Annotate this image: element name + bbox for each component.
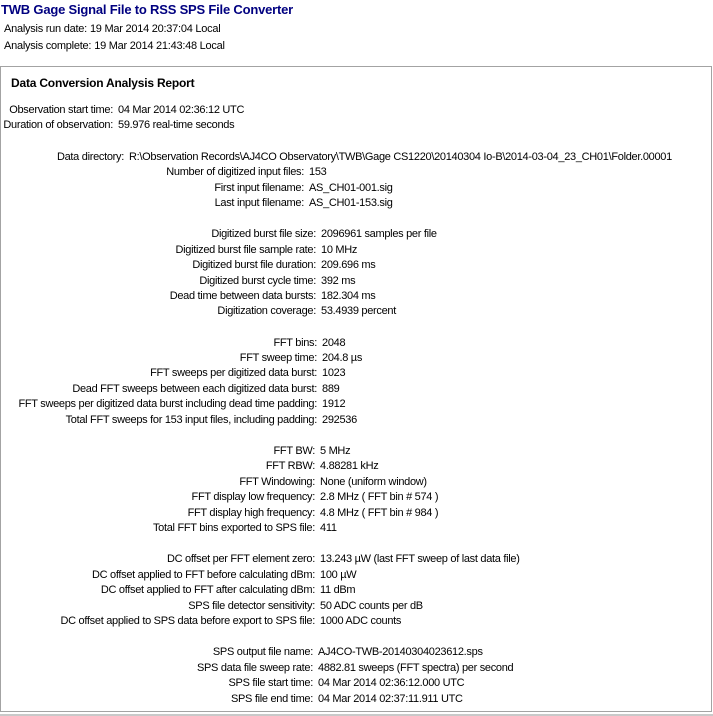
report-section-digitized-burst (1, 227, 711, 319)
report-panel (0, 66, 712, 712)
analysis-complete-label: Analysis complete: (4, 39, 92, 52)
analysis-meta (4, 21, 713, 54)
report-section-observation (1, 103, 711, 134)
row-value: 2096961 samples per file (321, 228, 437, 241)
report-row (1, 196, 711, 211)
row-label: DC offset applied to FFT after calculating dBm: (100, 584, 315, 597)
report-row (1, 490, 711, 505)
row-label: FFT sweeps per digitized data burst: (150, 367, 317, 380)
row-value: 10 MHz (321, 243, 358, 256)
report-row (1, 506, 711, 521)
report-row (1, 614, 711, 629)
row-label: SPS file start time: (228, 677, 313, 690)
row-label: Last input filename: (214, 196, 304, 209)
row-value: 153 (309, 166, 327, 179)
report-section-fft-bandwidth (1, 444, 711, 536)
row-label: Dead FFT sweeps between each digitized data burst: (72, 382, 317, 395)
report-row (1, 103, 711, 118)
report-heading: Data Conversion Analysis Report (11, 76, 195, 90)
row-value: 4.8 MHz ( FFT bin # 984 ) (320, 506, 439, 519)
row-value: R:\Observation Records\AJ4CO Observatory\TWB\Gage CS1220\20140304 Io-B\2014-03-04_23_CH01\Folder.00001 (129, 150, 672, 163)
row-label: Dead time between data bursts: (169, 289, 316, 302)
report-section-dc-offset (1, 552, 711, 629)
row-value: 04 Mar 2014 02:37:11.911 UTC (318, 692, 463, 705)
analysis-run-date-label: Analysis run date: (4, 23, 87, 35)
row-label: FFT sweep time: (239, 352, 317, 365)
report-row (1, 444, 711, 459)
row-value: None (uniform window) (320, 475, 427, 488)
report-row (1, 181, 711, 196)
row-value: 204.8 µs (322, 352, 363, 365)
row-label: Digitized burst file size: (211, 228, 316, 241)
row-value: 2048 (322, 336, 346, 349)
row-value: 53.4939 percent (321, 305, 397, 318)
report-row (1, 599, 711, 614)
row-label: SPS output file name: (212, 646, 313, 659)
report-section-sps-output (1, 645, 711, 707)
report-sections (1, 103, 711, 707)
report-row (1, 676, 711, 691)
report-row (1, 150, 711, 165)
row-label: Data directory: (56, 150, 124, 163)
analysis-complete-line (4, 38, 713, 55)
page-title: TWB Gage Signal File to RSS SPS File Converter (1, 2, 294, 17)
row-label: Digitized burst cycle time: (199, 274, 316, 287)
report-row (1, 274, 711, 289)
row-value: 5 MHz (320, 445, 351, 458)
row-label: DC offset applied to FFT before calculating dBm: (91, 568, 315, 581)
report-header (0, 0, 713, 68)
analysis-run-date-line (4, 21, 713, 38)
report-row (1, 258, 711, 273)
row-label: SPS file detector sensitivity: (188, 599, 315, 612)
row-value: 411 (320, 521, 337, 534)
report-row (1, 289, 711, 304)
row-value: AS_CH01-153.sig (309, 196, 393, 209)
report-row (1, 413, 711, 428)
row-value: 209.696 ms (321, 259, 376, 272)
report-row (1, 397, 711, 412)
row-value: 2.8 MHz ( FFT bin # 574 ) (320, 491, 439, 504)
row-value: 04 Mar 2014 02:36:12 UTC (118, 104, 245, 116)
row-label: SPS file end time: (230, 692, 313, 705)
report-row (1, 336, 711, 351)
row-label: Digitization coverage: (217, 305, 316, 318)
row-value: 1023 (322, 367, 346, 380)
row-label: DC offset applied to SPS data before export to SPS file: (60, 614, 315, 627)
row-value: 4.88281 kHz (320, 460, 379, 473)
report-row (1, 243, 711, 258)
row-value: 59.976 real-time seconds (118, 119, 235, 132)
row-label: FFT RBW: (265, 460, 315, 473)
row-label: Observation start time: (9, 104, 113, 116)
row-label: FFT bins: (273, 336, 317, 349)
row-label: DC offset per FFT element zero: (166, 553, 315, 566)
row-value: 182.304 ms (321, 289, 376, 302)
row-value: 04 Mar 2014 02:36:12.000 UTC (318, 677, 465, 690)
report-row (1, 568, 711, 583)
row-value: 11 dBm (320, 584, 356, 597)
row-label: FFT sweeps per digitized data burst including dead time padding: (18, 398, 317, 411)
report-row (1, 692, 711, 707)
report-row (1, 661, 711, 676)
row-value: 392 ms (321, 274, 356, 287)
report-row (1, 382, 711, 397)
row-label: SPS data file sweep rate: (196, 661, 313, 674)
row-value: 50 ADC counts per dB (320, 599, 423, 612)
row-value: 889 (322, 382, 340, 395)
report-row (1, 583, 711, 598)
report-row (1, 475, 711, 490)
row-label: FFT display high frequency: (187, 506, 315, 519)
analysis-run-date-value: 19 Mar 2014 20:37:04 Local (89, 23, 221, 35)
row-label: Digitized burst file duration: (192, 259, 316, 272)
row-value: 100 µW (320, 568, 357, 581)
report-section-fft-sweeps (1, 336, 711, 428)
row-value: 4882.81 sweeps (FFT spectra) per second (318, 661, 514, 674)
row-label: Digitized burst file sample rate: (175, 243, 316, 256)
row-label: FFT BW: (273, 445, 315, 458)
row-value: AS_CH01-001.sig (309, 181, 393, 194)
report-row (1, 459, 711, 474)
row-value: 1912 (322, 398, 346, 411)
row-value: 292536 (322, 413, 357, 426)
report-row (1, 351, 711, 366)
report-row (1, 304, 711, 319)
report-section-input-files (1, 150, 711, 212)
report-row (1, 165, 711, 180)
report-row (1, 227, 711, 242)
report-row (1, 118, 711, 133)
row-label: Number of digitized input files: (166, 166, 304, 179)
analysis-complete-value: 19 Mar 2014 21:43:48 Local (94, 39, 225, 52)
report-row (1, 521, 711, 536)
row-label: Total FFT bins exported to SPS file: (152, 521, 315, 534)
report-row (1, 645, 711, 660)
row-label: Duration of observation: (3, 119, 113, 132)
row-value: AJ4CO-TWB-20140304023612.sps (318, 646, 483, 659)
row-value: 1000 ADC counts (320, 614, 402, 627)
row-label: FFT Windowing: (239, 475, 315, 488)
row-label: Total FFT sweeps for 153 input files, including padding: (65, 413, 317, 426)
row-label: First input filename: (214, 181, 304, 194)
report-row (1, 366, 711, 381)
row-label: FFT display low frequency: (191, 491, 315, 504)
row-value: 13.243 µW (last FFT sweep of last data file) (320, 553, 520, 566)
report-row (1, 552, 711, 567)
